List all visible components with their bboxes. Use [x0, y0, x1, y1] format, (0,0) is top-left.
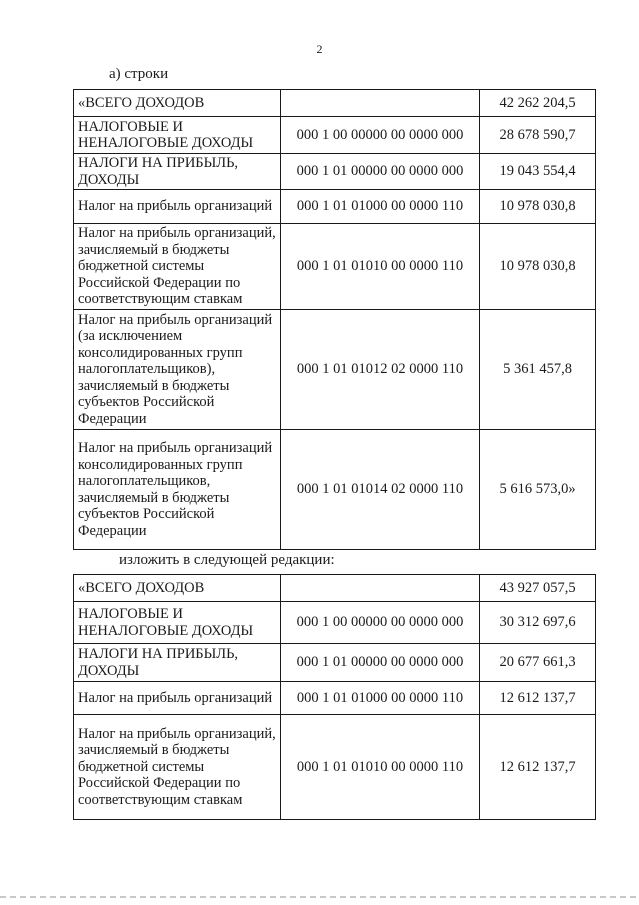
- budget-table-original: [73, 89, 596, 550]
- row-code: 000 1 01 00000 00 0000 000: [281, 154, 480, 190]
- table-row: [74, 644, 596, 682]
- table-row: [74, 90, 596, 117]
- row-code: [281, 575, 480, 602]
- table-row: [74, 715, 596, 820]
- page-number: 2: [316, 42, 323, 56]
- table-row: [74, 602, 596, 644]
- row-name: «ВСЕГО ДОХОДОВ: [74, 90, 281, 117]
- intro-replacement-label: изложить в следующей редакции:: [119, 552, 335, 568]
- row-amount: 30 312 697,6: [480, 602, 596, 644]
- row-name: «ВСЕГО ДОХОДОВ: [74, 575, 281, 602]
- budget-table-revised: [73, 574, 596, 820]
- row-name: Налог на прибыль организаций, зачисляемый в бюджеты бюджетной системы Российской Федерации по соответствующим ставкам: [74, 715, 281, 820]
- row-code: 000 1 01 01000 00 0000 110: [281, 190, 480, 224]
- table-row: [74, 430, 596, 550]
- table-row: [74, 310, 596, 430]
- table-row: [74, 575, 596, 602]
- row-amount: 43 927 057,5: [480, 575, 596, 602]
- row-amount: 42 262 204,5: [480, 90, 596, 117]
- row-amount: 10 978 030,8: [480, 224, 596, 310]
- scan-edge-divider: [0, 896, 639, 898]
- row-name: НАЛОГОВЫЕ И НЕНАЛОГОВЫЕ ДОХОДЫ: [74, 117, 281, 154]
- row-code: 000 1 01 00000 00 0000 000: [281, 644, 480, 682]
- row-code: 000 1 01 01014 02 0000 110: [281, 430, 480, 550]
- row-name: НАЛОГИ НА ПРИБЫЛЬ, ДОХОДЫ: [74, 154, 281, 190]
- row-amount: 5 361 457,8: [480, 310, 596, 430]
- row-code: 000 1 00 00000 00 0000 000: [281, 602, 480, 644]
- row-amount: 19 043 554,4: [480, 154, 596, 190]
- row-code: [281, 90, 480, 117]
- row-name: Налог на прибыль организаций: [74, 682, 281, 715]
- row-code: 000 1 00 00000 00 0000 000: [281, 117, 480, 154]
- row-name: Налог на прибыль организаций: [74, 190, 281, 224]
- row-name: Налог на прибыль организаций, зачисляемый в бюджеты бюджетной системы Российской Федерации по соответствующим ставкам: [74, 224, 281, 310]
- row-amount: 10 978 030,8: [480, 190, 596, 224]
- intro-strings-label: а) строки: [109, 66, 169, 82]
- row-code: 000 1 01 01012 02 0000 110: [281, 310, 480, 430]
- row-amount: 12 612 137,7: [480, 715, 596, 820]
- row-code: 000 1 01 01000 00 0000 110: [281, 682, 480, 715]
- row-code: 000 1 01 01010 00 0000 110: [281, 715, 480, 820]
- row-code: 000 1 01 01010 00 0000 110: [281, 224, 480, 310]
- table-row: [74, 190, 596, 224]
- row-name: Налог на прибыль организаций консолидированных групп налогоплательщиков, зачисляемый в бюджеты субъектов Российской Федерации: [74, 430, 281, 550]
- row-name: НАЛОГОВЫЕ И НЕНАЛОГОВЫЕ ДОХОДЫ: [74, 602, 281, 644]
- row-amount: 5 616 573,0»: [480, 430, 596, 550]
- row-name: НАЛОГИ НА ПРИБЫЛЬ, ДОХОДЫ: [74, 644, 281, 682]
- row-amount: 12 612 137,7: [480, 682, 596, 715]
- table-row: [74, 154, 596, 190]
- table-row: [74, 682, 596, 715]
- table-row: [74, 117, 596, 154]
- row-name: Налог на прибыль организаций (за исключением консолидированных групп налогоплательщиков), зачисляемый в бюджеты субъектов Российской Федерации: [74, 310, 281, 430]
- table-row: [74, 224, 596, 310]
- row-amount: 20 677 661,3: [480, 644, 596, 682]
- row-amount: 28 678 590,7: [480, 117, 596, 154]
